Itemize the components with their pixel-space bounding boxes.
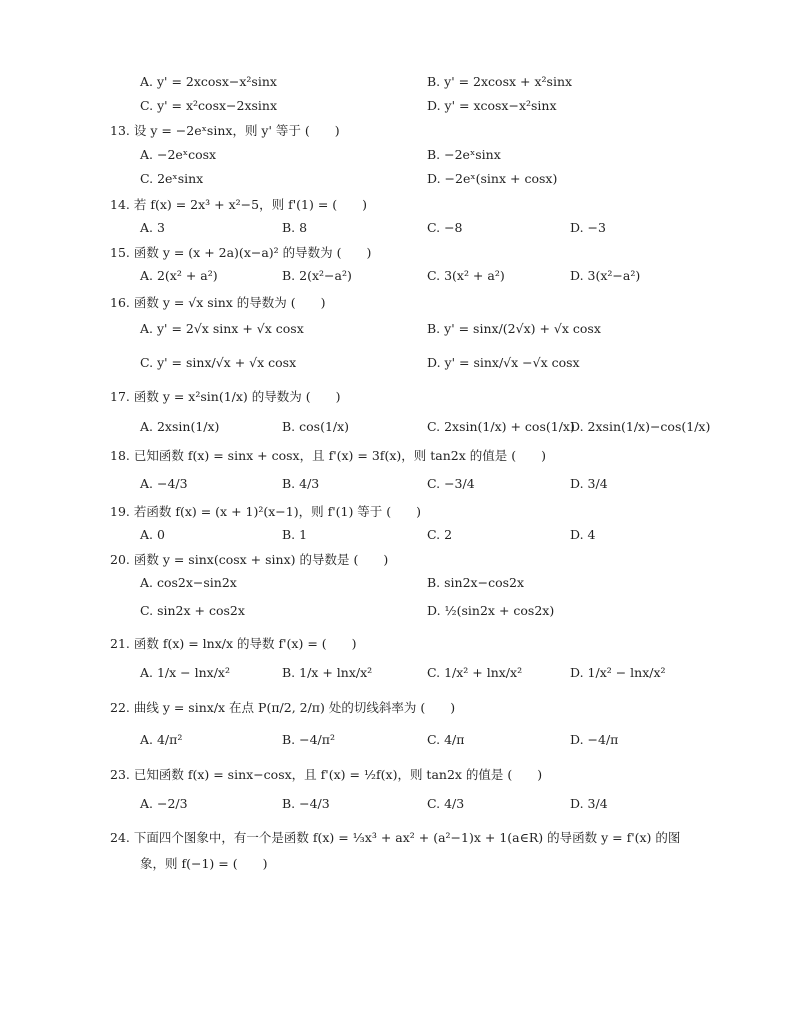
question-stem: 22. 曲线 y = sinx/x 在点 P(π/2, 2/π) 处的切线斜率为 ( ) [110,700,456,715]
answer-option: B. 2(x²−a²) [282,268,352,283]
question-stem: 15. 函数 y = (x + 2a)(x−a)² 的导数为 ( ) [110,245,372,260]
answer-option: A. 4/π² [140,732,183,747]
answer-option: B. sin2x−cos2x [427,575,525,590]
question-stem: 18. 已知函数 f(x) = sinx + cosx，且 f'(x) = 3f(x)，则 tan2x 的值是 ( ) [110,448,546,463]
answer-option: A. y' = 2√x sinx + √x cosx [140,321,304,336]
answer-option: B. y' = sinx/(2√x) + √x cosx [427,321,601,336]
answer-option: B. −2eˣsinx [427,147,501,162]
answer-option: C. y' = sinx/√x + √x cosx [140,355,297,370]
answer-option: B. 8 [282,220,308,235]
question-stem: 16. 函数 y = √x sinx 的导数为 ( ) [110,295,326,310]
question-stem: 17. 函数 y = x²sin(1/x) 的导数为 ( ) [110,389,341,404]
answer-option: D. y' = sinx/√x −√x cosx [427,355,580,370]
question-stem: 19. 若函数 f(x) = (x + 1)²(x−1)，则 f'(1) 等于 ( ) [110,504,422,519]
answer-option: A. 2(x² + a²) [140,268,218,283]
answer-option: B. −4/3 [282,796,330,811]
answer-option: C. 2xsin(1/x) + cos(1/x) [427,419,575,434]
answer-option: B. 4/3 [282,476,320,491]
answer-option: A. −2/3 [140,796,188,811]
answer-option: D. 3/4 [570,476,608,491]
answer-option: C. 4/π [427,732,465,747]
answer-option: A. 3 [140,220,165,235]
answer-option: D. −4/π [570,732,619,747]
answer-option: B. 1/x + lnx/x² [282,665,373,680]
answer-option: D. 4 [570,527,596,542]
answer-option: C. y' = x²cosx−2xsinx [140,98,278,113]
answer-option: C. 4/3 [427,796,465,811]
answer-option: D. ½(sin2x + cos2x) [427,603,555,618]
answer-option: D. 3(x²−a²) [570,268,641,283]
answer-option: A. 1/x − lnx/x² [140,665,230,680]
question-stem: 13. 设 y = −2eˣsinx，则 y' 等于 ( ) [110,123,340,138]
answer-option: B. y' = 2xcosx + x²sinx [427,74,573,89]
answer-option: C. −3/4 [427,476,475,491]
answer-option: C. 3(x² + a²) [427,268,505,283]
answer-option: C. 1/x² + lnx/x² [427,665,523,680]
answer-option: A. 2xsin(1/x) [140,419,220,434]
answer-option: A. −4/3 [140,476,188,491]
answer-option: C. 2 [427,527,453,542]
answer-option: D. −3 [570,220,606,235]
question-stem: 20. 函数 y = sinx(cosx + sinx) 的导数是 ( ) [110,552,389,567]
answer-option: B. −4/π² [282,732,335,747]
answer-option: A. −2eˣcosx [140,147,217,162]
question-stem: 14. 若 f(x) = 2x³ + x²−5，则 f'(1) = ( ) [110,197,368,212]
question-stem: 24. 下面四个图象中，有一个是函数 f(x) = ⅓x³ + ax² + (a²−1)x + 1(a∈R) 的导函数 y = f'(x) 的图 [110,830,681,845]
answer-option: A. cos2x−sin2x [140,575,237,590]
answer-option: B. cos(1/x) [282,419,350,434]
answer-option: C. 2eˣsinx [140,171,204,186]
answer-option: D. 1/x² − lnx/x² [570,665,666,680]
answer-option: C. sin2x + cos2x [140,603,245,618]
answer-option: D. 2xsin(1/x)−cos(1/x) [570,419,711,434]
question-stem: 21. 函数 f(x) = lnx/x 的导数 f'(x) = ( ) [110,636,357,651]
answer-option: A. y' = 2xcosx−x²sinx [140,74,277,89]
answer-option: B. 1 [282,527,308,542]
answer-option: D. −2eˣ(sinx + cosx) [427,171,558,186]
answer-option: D. y' = xcosx−x²sinx [427,98,557,113]
answer-option: A. 0 [140,527,165,542]
answer-option: D. 3/4 [570,796,608,811]
answer-option: 象，则 f(−1) = ( ) [140,856,268,871]
answer-option: C. −8 [427,220,463,235]
question-stem: 23. 已知函数 f(x) = sinx−cosx，且 f'(x) = ½f(x)，则 tan2x 的值是 ( ) [110,767,543,782]
